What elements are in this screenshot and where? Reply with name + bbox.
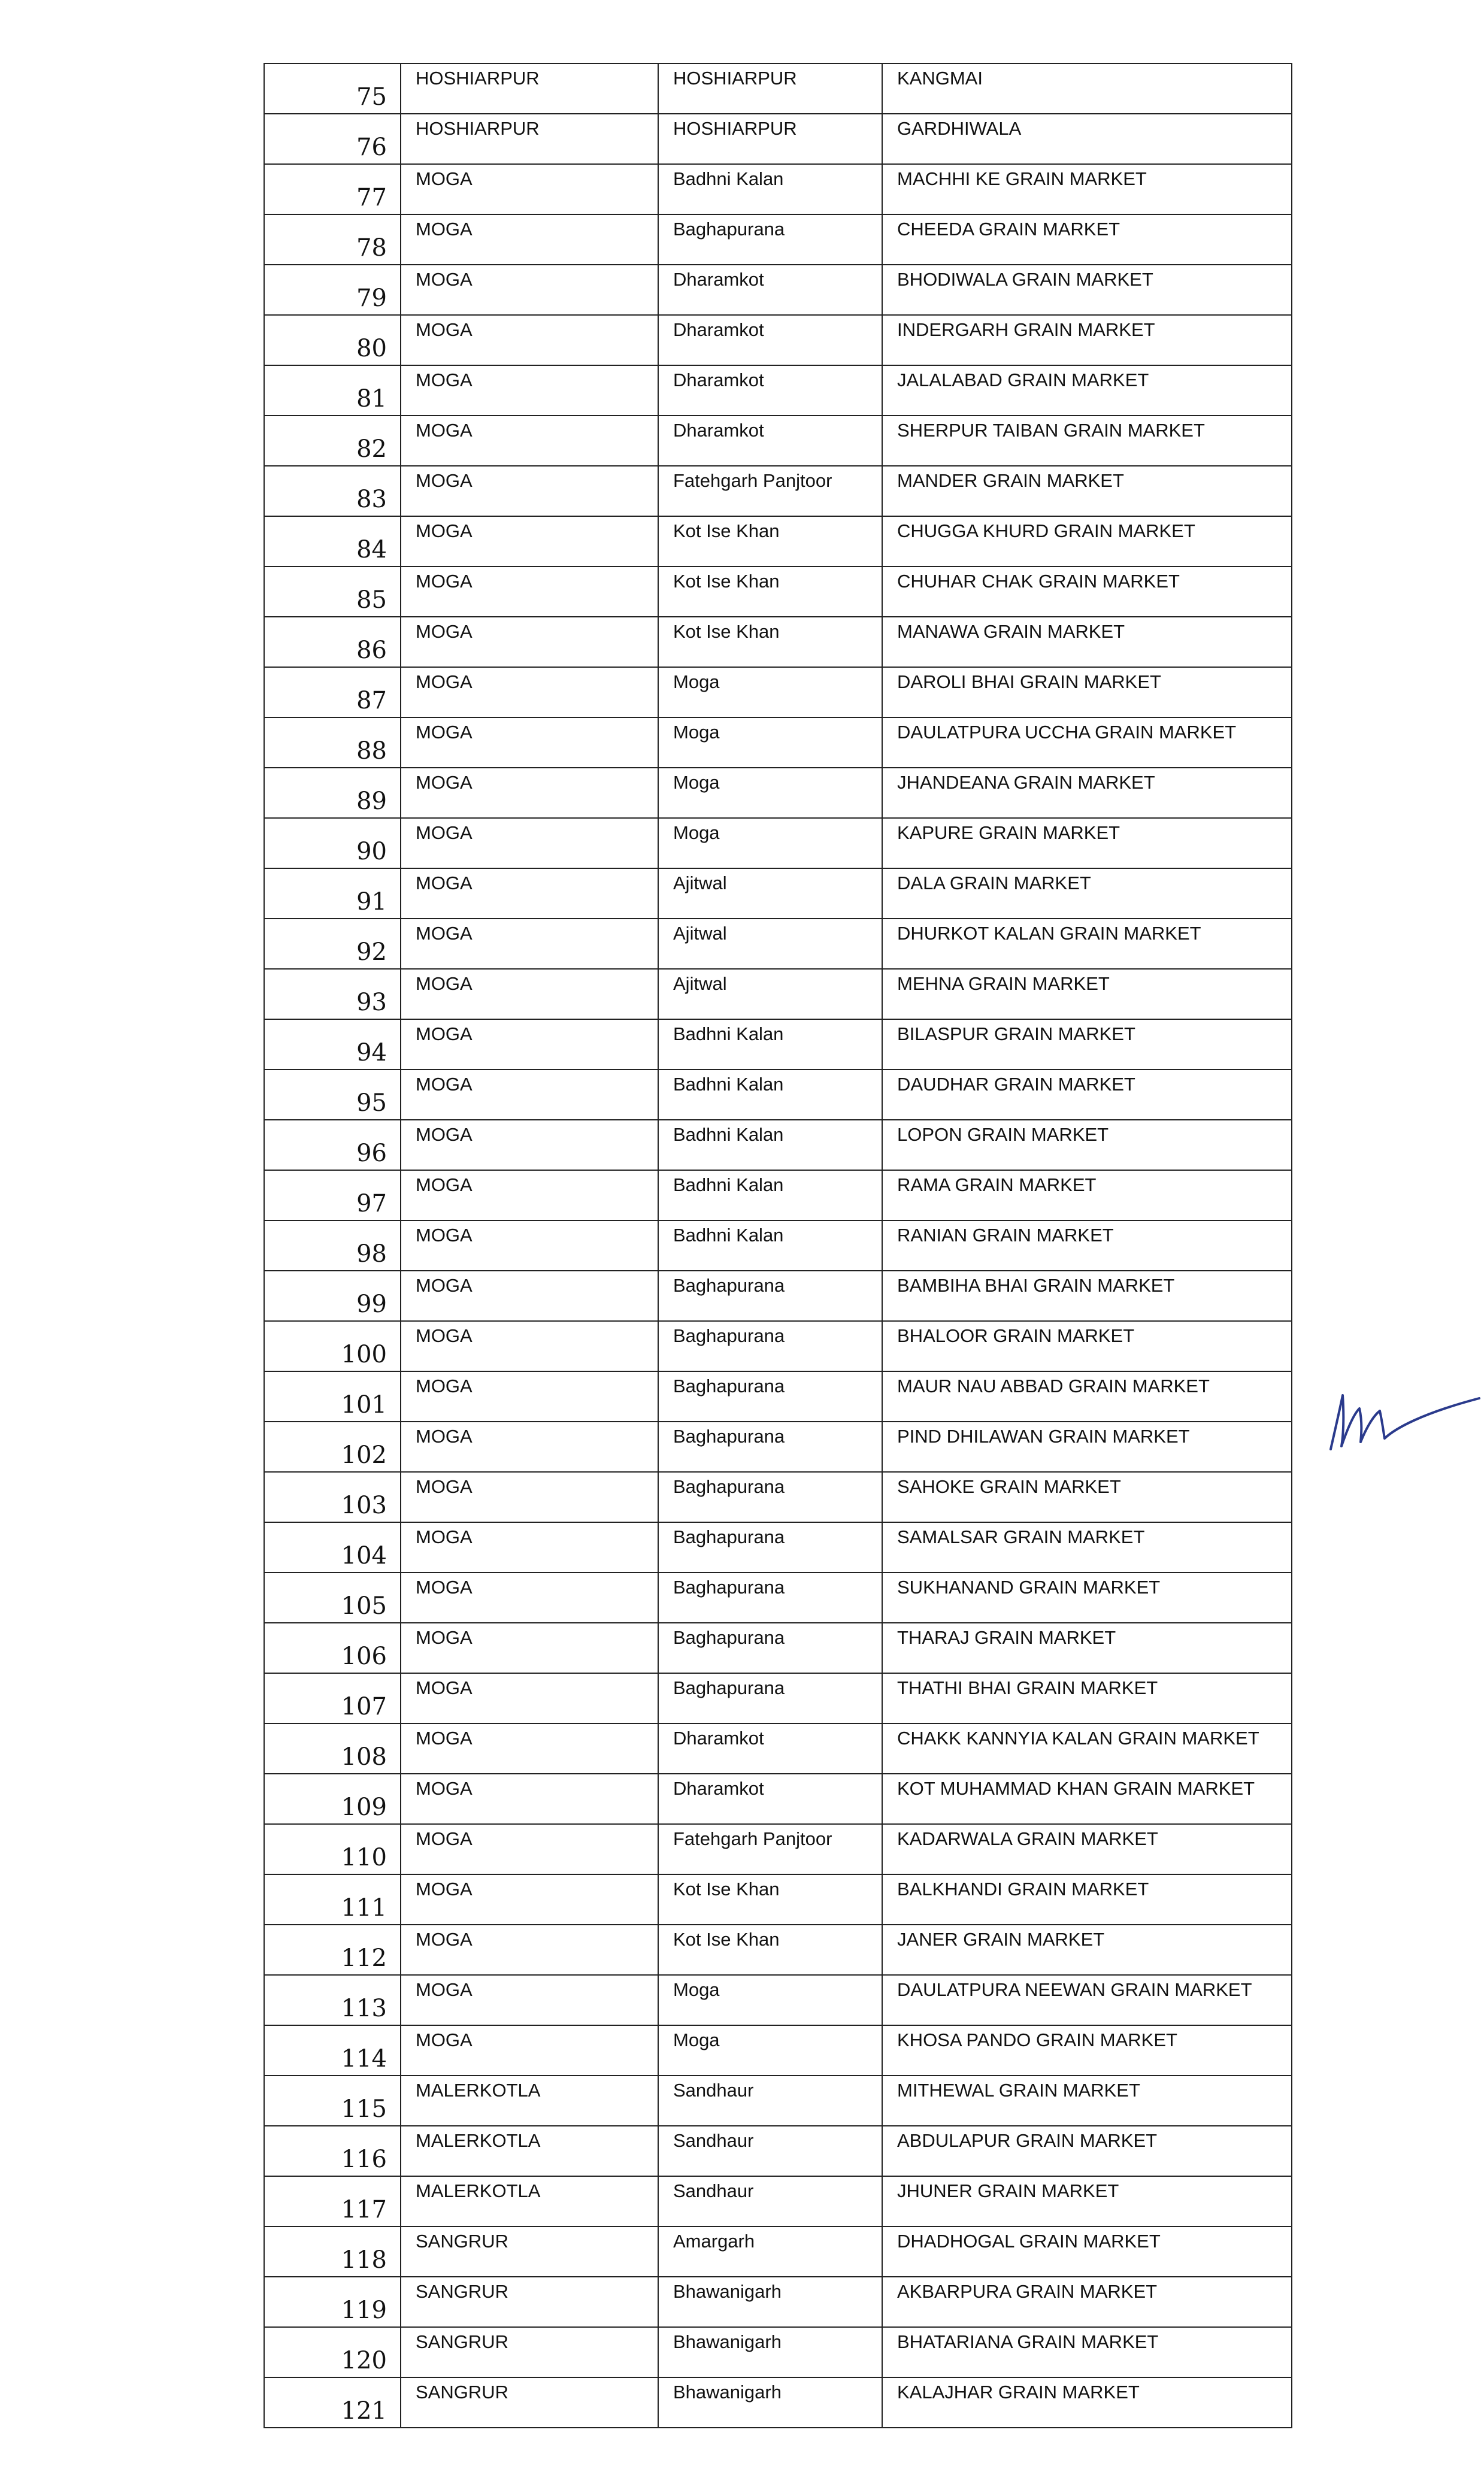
district-cell: MOGA (401, 1271, 658, 1321)
block-cell: Ajitwal (658, 868, 882, 919)
serial-number-cell: 121 (264, 2377, 401, 2428)
table-row (264, 2377, 1292, 2428)
market-name-cell: THARAJ GRAIN MARKET (882, 1623, 1292, 1673)
table-row (264, 768, 1292, 818)
serial-number-cell: 75 (264, 63, 401, 114)
table-row (264, 1824, 1292, 1874)
district-cell: MOGA (401, 466, 658, 516)
serial-number-cell: 83 (264, 466, 401, 516)
district-cell: SANGRUR (401, 2226, 658, 2277)
table-row (264, 1220, 1292, 1271)
table-row (264, 265, 1292, 315)
market-name-cell: JANER GRAIN MARKET (882, 1925, 1292, 1975)
block-cell: Dharamkot (658, 1723, 882, 1774)
district-cell: MOGA (401, 1070, 658, 1120)
grain-market-table (264, 63, 1292, 2428)
block-cell: Bhawanigarh (658, 2327, 882, 2377)
serial-number-cell: 100 (264, 1321, 401, 1371)
market-name-cell: JHUNER GRAIN MARKET (882, 2176, 1292, 2226)
district-cell: MOGA (401, 1220, 658, 1271)
market-name-cell: KANGMAI (882, 63, 1292, 114)
serial-number-cell: 84 (264, 516, 401, 566)
market-name-cell: SAMALSAR GRAIN MARKET (882, 1522, 1292, 1573)
table-row (264, 1070, 1292, 1120)
block-cell: Kot Ise Khan (658, 566, 882, 617)
block-cell: Fatehgarh Panjtoor (658, 466, 882, 516)
district-cell: MOGA (401, 717, 658, 768)
table-row (264, 1019, 1292, 1070)
market-name-cell: DHURKOT KALAN GRAIN MARKET (882, 919, 1292, 969)
table-row (264, 2327, 1292, 2377)
block-cell: Baghapurana (658, 1623, 882, 1673)
block-cell: Moga (658, 768, 882, 818)
district-cell: MOGA (401, 516, 658, 566)
district-cell: MOGA (401, 416, 658, 466)
market-name-cell: DAROLI BHAI GRAIN MARKET (882, 667, 1292, 717)
table-row (264, 2176, 1292, 2226)
block-cell: Moga (658, 717, 882, 768)
market-name-cell: ABDULAPUR GRAIN MARKET (882, 2126, 1292, 2176)
block-cell: Baghapurana (658, 1472, 882, 1522)
serial-number-cell: 80 (264, 315, 401, 365)
serial-number-cell: 104 (264, 1522, 401, 1573)
district-cell: MOGA (401, 818, 658, 868)
block-cell: Moga (658, 1975, 882, 2025)
serial-number-cell: 118 (264, 2226, 401, 2277)
table-row (264, 315, 1292, 365)
district-cell: MOGA (401, 164, 658, 214)
district-cell: MOGA (401, 1170, 658, 1220)
table-row (264, 2277, 1292, 2327)
serial-number-cell: 102 (264, 1422, 401, 1472)
district-cell: MOGA (401, 265, 658, 315)
block-cell: HOSHIARPUR (658, 63, 882, 114)
market-name-cell: CHEEDA GRAIN MARKET (882, 214, 1292, 265)
table-row (264, 114, 1292, 164)
district-cell: MOGA (401, 566, 658, 617)
table-row (264, 1522, 1292, 1573)
serial-number-cell: 81 (264, 365, 401, 416)
market-name-cell: MACHHI KE GRAIN MARKET (882, 164, 1292, 214)
table-row (264, 1925, 1292, 1975)
district-cell: MOGA (401, 1975, 658, 2025)
market-name-cell: LOPON GRAIN MARKET (882, 1120, 1292, 1170)
serial-number-cell: 113 (264, 1975, 401, 2025)
serial-number-cell: 87 (264, 667, 401, 717)
district-cell: MOGA (401, 969, 658, 1019)
block-cell: Fatehgarh Panjtoor (658, 1824, 882, 1874)
table-row (264, 868, 1292, 919)
district-cell: MOGA (401, 315, 658, 365)
district-cell: MOGA (401, 1774, 658, 1824)
market-name-cell: GARDHIWALA (882, 114, 1292, 164)
serial-number-cell: 88 (264, 717, 401, 768)
table-row (264, 1723, 1292, 1774)
serial-number-cell: 116 (264, 2126, 401, 2176)
serial-number-cell: 103 (264, 1472, 401, 1522)
table-row (264, 969, 1292, 1019)
serial-number-cell: 115 (264, 2076, 401, 2126)
serial-number-cell: 112 (264, 1925, 401, 1975)
block-cell: Baghapurana (658, 1321, 882, 1371)
table-row (264, 1271, 1292, 1321)
serial-number-cell: 82 (264, 416, 401, 466)
serial-number-cell: 114 (264, 2025, 401, 2076)
market-name-cell: THATHI BHAI GRAIN MARKET (882, 1673, 1292, 1723)
district-cell: MOGA (401, 1623, 658, 1673)
block-cell: Badhni Kalan (658, 1070, 882, 1120)
market-name-cell: MAUR NAU ABBAD GRAIN MARKET (882, 1371, 1292, 1422)
block-cell: Moga (658, 667, 882, 717)
district-cell: MOGA (401, 1824, 658, 1874)
district-cell: MALERKOTLA (401, 2076, 658, 2126)
block-cell: Dharamkot (658, 365, 882, 416)
table-row (264, 1472, 1292, 1522)
district-cell: MOGA (401, 617, 658, 667)
block-cell: Badhni Kalan (658, 1019, 882, 1070)
block-cell: Moga (658, 2025, 882, 2076)
signature-mark (1318, 1371, 1484, 1473)
market-name-cell: JALALABAD GRAIN MARKET (882, 365, 1292, 416)
market-name-cell: SAHOKE GRAIN MARKET (882, 1472, 1292, 1522)
block-cell: Badhni Kalan (658, 1120, 882, 1170)
district-cell: MOGA (401, 768, 658, 818)
district-cell: MOGA (401, 868, 658, 919)
serial-number-cell: 79 (264, 265, 401, 315)
block-cell: Dharamkot (658, 315, 882, 365)
block-cell: Dharamkot (658, 1774, 882, 1824)
market-name-cell: CHUGGA KHURD GRAIN MARKET (882, 516, 1292, 566)
market-name-cell: DAULATPURA UCCHA GRAIN MARKET (882, 717, 1292, 768)
market-name-cell: BHATARIANA GRAIN MARKET (882, 2327, 1292, 2377)
market-name-cell: KALAJHAR GRAIN MARKET (882, 2377, 1292, 2428)
market-name-cell: AKBARPURA GRAIN MARKET (882, 2277, 1292, 2327)
district-cell: MOGA (401, 2025, 658, 2076)
table-row (264, 566, 1292, 617)
block-cell: Kot Ise Khan (658, 617, 882, 667)
table-row (264, 717, 1292, 768)
serial-number-cell: 96 (264, 1120, 401, 1170)
district-cell: MOGA (401, 1522, 658, 1573)
table-row (264, 466, 1292, 516)
block-cell: Baghapurana (658, 1422, 882, 1472)
market-name-cell: MANDER GRAIN MARKET (882, 466, 1292, 516)
market-name-cell: MITHEWAL GRAIN MARKET (882, 2076, 1292, 2126)
serial-number-cell: 95 (264, 1070, 401, 1120)
block-cell: Moga (658, 818, 882, 868)
block-cell: Kot Ise Khan (658, 1925, 882, 1975)
block-cell: Baghapurana (658, 1371, 882, 1422)
district-cell: MALERKOTLA (401, 2176, 658, 2226)
block-cell: Bhawanigarh (658, 2277, 882, 2327)
market-name-cell: KADARWALA GRAIN MARKET (882, 1824, 1292, 1874)
block-cell: Badhni Kalan (658, 1170, 882, 1220)
table-row (264, 1573, 1292, 1623)
district-cell: MOGA (401, 1371, 658, 1422)
block-cell: Baghapurana (658, 1573, 882, 1623)
serial-number-cell: 106 (264, 1623, 401, 1673)
market-name-cell: BILASPUR GRAIN MARKET (882, 1019, 1292, 1070)
block-cell: Ajitwal (658, 969, 882, 1019)
district-cell: MOGA (401, 1120, 658, 1170)
market-name-cell: DALA GRAIN MARKET (882, 868, 1292, 919)
serial-number-cell: 78 (264, 214, 401, 265)
district-cell: HOSHIARPUR (401, 114, 658, 164)
table-row (264, 1170, 1292, 1220)
market-name-cell: PIND DHILAWAN GRAIN MARKET (882, 1422, 1292, 1472)
market-name-cell: MANAWA GRAIN MARKET (882, 617, 1292, 667)
table-row (264, 214, 1292, 265)
district-cell: MOGA (401, 1321, 658, 1371)
serial-number-cell: 120 (264, 2327, 401, 2377)
district-cell: HOSHIARPUR (401, 63, 658, 114)
serial-number-cell: 111 (264, 1874, 401, 1925)
market-name-cell: BALKHANDI GRAIN MARKET (882, 1874, 1292, 1925)
table-row (264, 164, 1292, 214)
block-cell: Sandhaur (658, 2126, 882, 2176)
table-row (264, 1120, 1292, 1170)
district-cell: MOGA (401, 1422, 658, 1472)
serial-number-cell: 101 (264, 1371, 401, 1422)
block-cell: HOSHIARPUR (658, 114, 882, 164)
serial-number-cell: 99 (264, 1271, 401, 1321)
serial-number-cell: 76 (264, 114, 401, 164)
district-cell: MOGA (401, 1472, 658, 1522)
table-row (264, 365, 1292, 416)
block-cell: Sandhaur (658, 2176, 882, 2226)
market-name-cell: BHALOOR GRAIN MARKET (882, 1321, 1292, 1371)
serial-number-cell: 93 (264, 969, 401, 1019)
table-row (264, 1975, 1292, 2025)
serial-number-cell: 85 (264, 566, 401, 617)
district-cell: SANGRUR (401, 2377, 658, 2428)
district-cell: MALERKOTLA (401, 2126, 658, 2176)
table-row (264, 2126, 1292, 2176)
block-cell: Baghapurana (658, 1673, 882, 1723)
district-cell: MOGA (401, 667, 658, 717)
market-name-cell: INDERGARH GRAIN MARKET (882, 315, 1292, 365)
table-row (264, 1371, 1292, 1422)
serial-number-cell: 97 (264, 1170, 401, 1220)
serial-number-cell: 86 (264, 617, 401, 667)
block-cell: Ajitwal (658, 919, 882, 969)
market-name-cell: BAMBIHA BHAI GRAIN MARKET (882, 1271, 1292, 1321)
table-row (264, 516, 1292, 566)
market-name-cell: DHADHOGAL GRAIN MARKET (882, 2226, 1292, 2277)
district-cell: MOGA (401, 1573, 658, 1623)
block-cell: Sandhaur (658, 2076, 882, 2126)
serial-number-cell: 110 (264, 1824, 401, 1874)
serial-number-cell: 94 (264, 1019, 401, 1070)
serial-number-cell: 92 (264, 919, 401, 969)
serial-number-cell: 109 (264, 1774, 401, 1824)
table-row (264, 2025, 1292, 2076)
district-cell: MOGA (401, 365, 658, 416)
block-cell: Dharamkot (658, 265, 882, 315)
district-cell: MOGA (401, 1019, 658, 1070)
district-cell: MOGA (401, 1723, 658, 1774)
district-cell: MOGA (401, 1874, 658, 1925)
serial-number-cell: 98 (264, 1220, 401, 1271)
district-cell: SANGRUR (401, 2327, 658, 2377)
market-name-cell: KHOSA PANDO GRAIN MARKET (882, 2025, 1292, 2076)
market-name-cell: SUKHANAND GRAIN MARKET (882, 1573, 1292, 1623)
district-cell: MOGA (401, 919, 658, 969)
block-cell: Badhni Kalan (658, 164, 882, 214)
block-cell: Baghapurana (658, 214, 882, 265)
table-row (264, 2226, 1292, 2277)
block-cell: Amargarh (658, 2226, 882, 2277)
district-cell: MOGA (401, 1673, 658, 1723)
table-row (264, 1623, 1292, 1673)
serial-number-cell: 117 (264, 2176, 401, 2226)
serial-number-cell: 107 (264, 1673, 401, 1723)
market-name-cell: KOT MUHAMMAD KHAN GRAIN MARKET (882, 1774, 1292, 1824)
district-cell: MOGA (401, 1925, 658, 1975)
block-cell: Kot Ise Khan (658, 1874, 882, 1925)
market-name-cell: BHODIWALA GRAIN MARKET (882, 265, 1292, 315)
market-name-cell: MEHNA GRAIN MARKET (882, 969, 1292, 1019)
table-row (264, 2076, 1292, 2126)
market-name-cell: DAUDHAR GRAIN MARKET (882, 1070, 1292, 1120)
block-cell: Dharamkot (658, 416, 882, 466)
market-name-cell: DAULATPURA NEEWAN GRAIN MARKET (882, 1975, 1292, 2025)
market-name-cell: CHAKK KANNYIA KALAN GRAIN MARKET (882, 1723, 1292, 1774)
serial-number-cell: 77 (264, 164, 401, 214)
block-cell: Badhni Kalan (658, 1220, 882, 1271)
block-cell: Bhawanigarh (658, 2377, 882, 2428)
serial-number-cell: 91 (264, 868, 401, 919)
serial-number-cell: 105 (264, 1573, 401, 1623)
block-cell: Baghapurana (658, 1522, 882, 1573)
table-row (264, 63, 1292, 114)
market-name-cell: JHANDEANA GRAIN MARKET (882, 768, 1292, 818)
table-row (264, 617, 1292, 667)
table-row (264, 1774, 1292, 1824)
serial-number-cell: 90 (264, 818, 401, 868)
table-row (264, 1321, 1292, 1371)
serial-number-cell: 89 (264, 768, 401, 818)
table-row (264, 1422, 1292, 1472)
table-row (264, 416, 1292, 466)
market-name-cell: CHUHAR CHAK GRAIN MARKET (882, 566, 1292, 617)
table-row (264, 1673, 1292, 1723)
market-name-cell: KAPURE GRAIN MARKET (882, 818, 1292, 868)
block-cell: Kot Ise Khan (658, 516, 882, 566)
serial-number-cell: 108 (264, 1723, 401, 1774)
table-row (264, 919, 1292, 969)
table-row (264, 818, 1292, 868)
serial-number-cell: 119 (264, 2277, 401, 2327)
block-cell: Baghapurana (658, 1271, 882, 1321)
market-name-cell: RAMA GRAIN MARKET (882, 1170, 1292, 1220)
district-cell: MOGA (401, 214, 658, 265)
market-name-cell: SHERPUR TAIBAN GRAIN MARKET (882, 416, 1292, 466)
market-name-cell: RANIAN GRAIN MARKET (882, 1220, 1292, 1271)
table-body (264, 63, 1292, 2428)
district-cell: SANGRUR (401, 2277, 658, 2327)
table-row (264, 1874, 1292, 1925)
table-row (264, 667, 1292, 717)
